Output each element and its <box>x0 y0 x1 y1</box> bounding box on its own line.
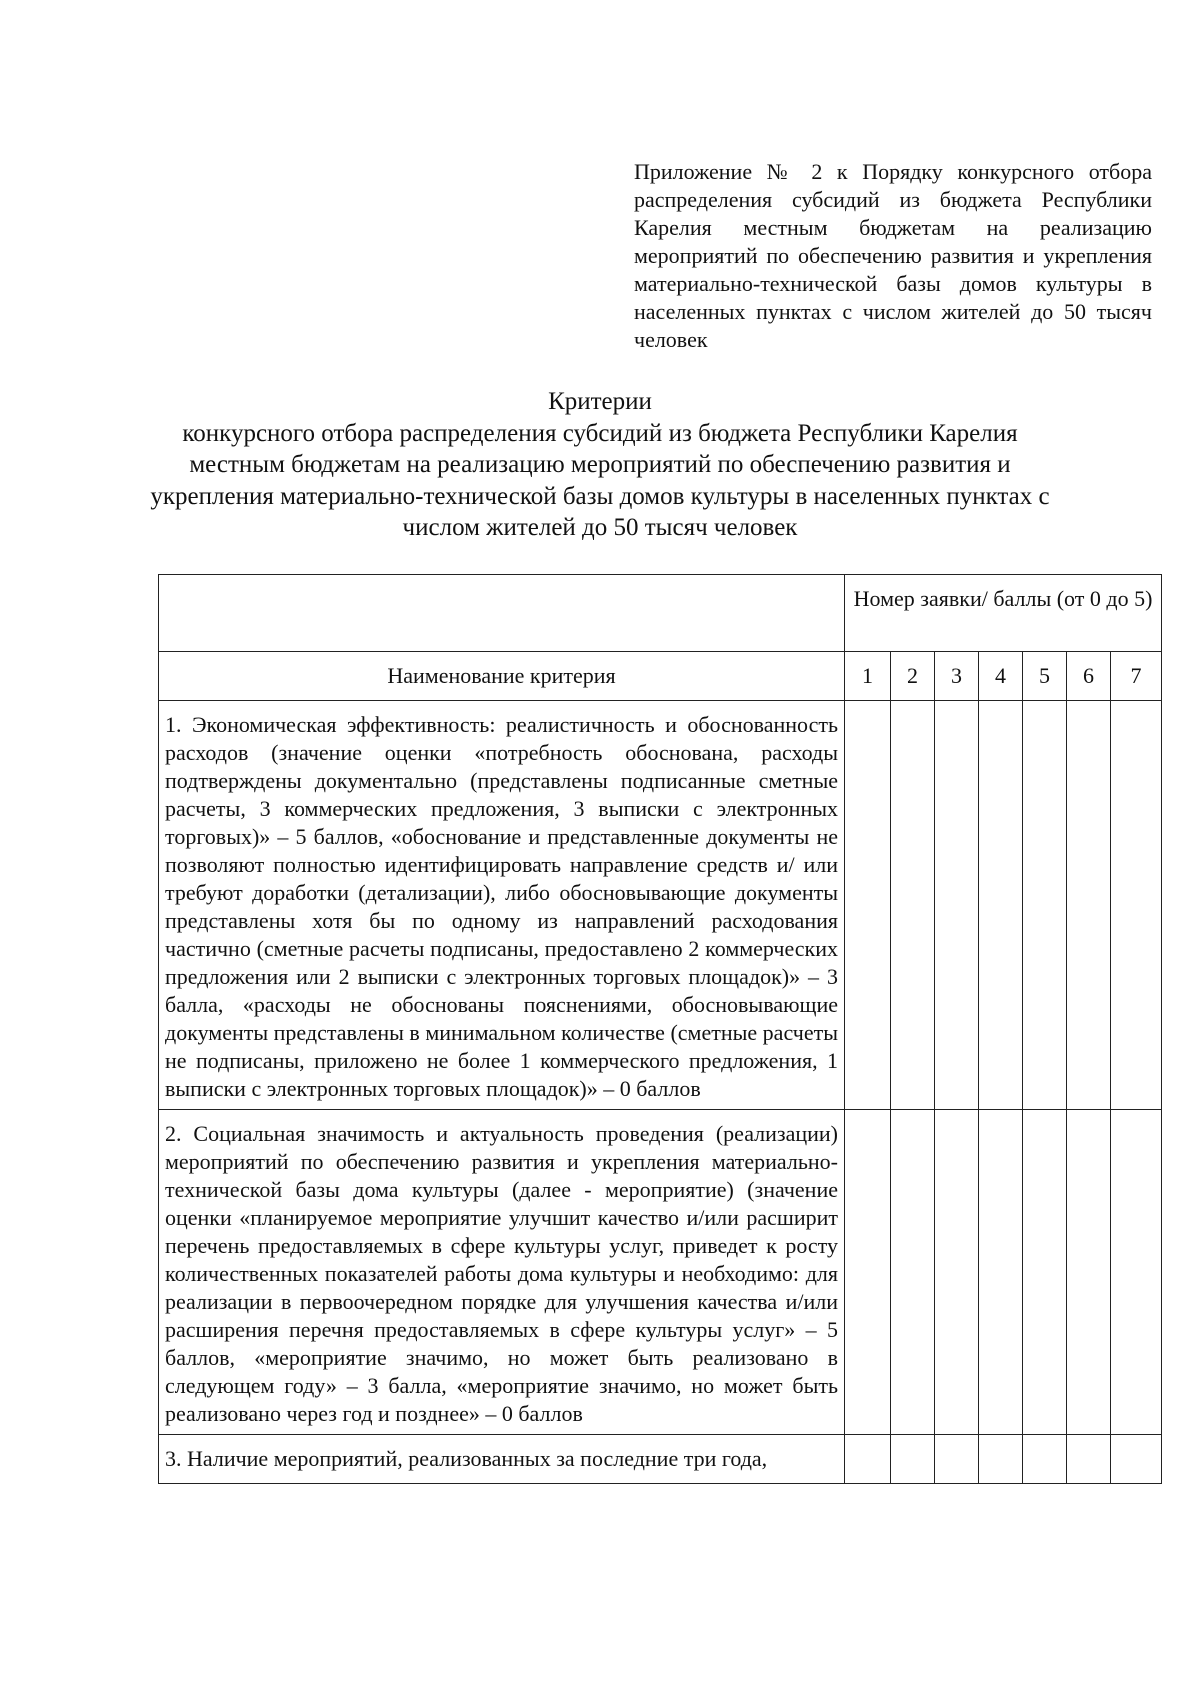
score-cell <box>935 701 979 1110</box>
score-cell <box>935 1110 979 1435</box>
score-cell <box>891 1110 935 1435</box>
table-row <box>159 1435 1162 1484</box>
score-cell <box>1023 1435 1067 1484</box>
title-line-5: числом жителей до 50 тысяч человек <box>402 514 798 541</box>
score-cell <box>1111 1110 1162 1435</box>
criterion-name-header: Наименование критерия <box>159 652 845 701</box>
score-cell <box>1023 1110 1067 1435</box>
document-title <box>130 386 1070 544</box>
column-number-3: 3 <box>935 652 979 701</box>
column-number-7: 7 <box>1111 652 1162 701</box>
score-cell <box>1067 701 1111 1110</box>
score-cell <box>979 1435 1023 1484</box>
application-score-header: Номер заявки/ баллы (от 0 до 5) <box>845 575 1162 652</box>
score-cell <box>935 1435 979 1484</box>
score-cell <box>1111 701 1162 1110</box>
column-number-5: 5 <box>1023 652 1067 701</box>
column-number-4: 4 <box>979 652 1023 701</box>
score-cell <box>845 701 891 1110</box>
score-cell <box>1023 701 1067 1110</box>
score-cell <box>845 1110 891 1435</box>
score-cell <box>891 701 935 1110</box>
table-row <box>159 701 1162 1110</box>
criterion-2-text: 2. Социальная значимость и актуальность проведения (реализации) мероприятий по обеспечению развития и укрепления материально-технической базы дома культуры (далее - мероприятие) (значение оценки «планируемое мероприятие улучшит качество и/или расширит перечень предоставляемых в сфере культуры услуг, приведет к росту количественных показателей работы дома культуры и необходимо: для реализации в первоочередном порядке для улучшения качества и/или расширения перечня предоставляемых в сфере культуры услуг» – 5 баллов, «мероприятие значимо, но может быть реализовано в следующем году» – 3 балла, «мероприятие значимо, но может быть реализовано через год и позднее» – 0 баллов <box>159 1110 845 1435</box>
column-number-6: 6 <box>1067 652 1111 701</box>
column-number-1: 1 <box>845 652 891 701</box>
criterion-3-text: 3. Наличие мероприятий, реализованных за последние три года, <box>159 1435 845 1484</box>
title-line-3: местным бюджетам на реализацию мероприятий по обеспечению развития и <box>189 451 1011 478</box>
score-cell <box>979 701 1023 1110</box>
title-line-4: укрепления материально-технической базы домов культуры в населенных пунктах с <box>150 482 1050 510</box>
score-cell <box>1067 1110 1111 1435</box>
title-line-1: Критерии <box>548 388 652 415</box>
score-cell <box>845 1435 891 1484</box>
score-cell <box>891 1435 935 1484</box>
column-number-2: 2 <box>891 652 935 701</box>
score-cell <box>1067 1435 1111 1484</box>
criterion-1-text: 1. Экономическая эффективность: реалистичность и обоснованность расходов (значение оценки «потребность обоснована, расходы подтверждены документально (представлены подписанные сметные расчеты, 3 коммерческих предложения, 3 выписки с электронных торговых)» – 5 баллов, «обоснование и представленные документы не позволяют полностью идентифицировать направление средств и/ или требуют доработки (детализации), либо обосновывающие документы представлены хотя бы по одному из направлений расходования частично (сметные расчеты подписаны, предоставлено 2 коммерческих предложения или 2 выписки с электронных торговых площадок)» – 3 балла, «расходы не обоснованы пояснениями, обосновывающие документы представлены в минимальном количестве (сметные расчеты не подписаны, приложено не более 1 коммерческого предложения, 1 выписки с электронных торговых площадок)» – 0 баллов <box>159 701 845 1110</box>
table-header-row-2 <box>159 652 1162 701</box>
header-corner-cell <box>159 575 845 652</box>
title-line-2: конкурсного отбора распределения субсидий из бюджета Республики Карелия <box>182 419 1018 447</box>
table-row <box>159 1110 1162 1435</box>
criteria-table <box>158 574 1162 1484</box>
score-cell <box>979 1110 1023 1435</box>
score-cell <box>1111 1435 1162 1484</box>
table-header-row-1 <box>159 575 1162 652</box>
appendix-note: Приложение № 2 к Порядку конкурсного отбора распределения субсидий из бюджета Республики Карелия местным бюджетам на реализацию мероприятий по обеспечению развития и укрепления материально-технической базы домов культуры в населенных пунктах с числом жителей до 50 тысяч человек <box>634 159 1152 352</box>
